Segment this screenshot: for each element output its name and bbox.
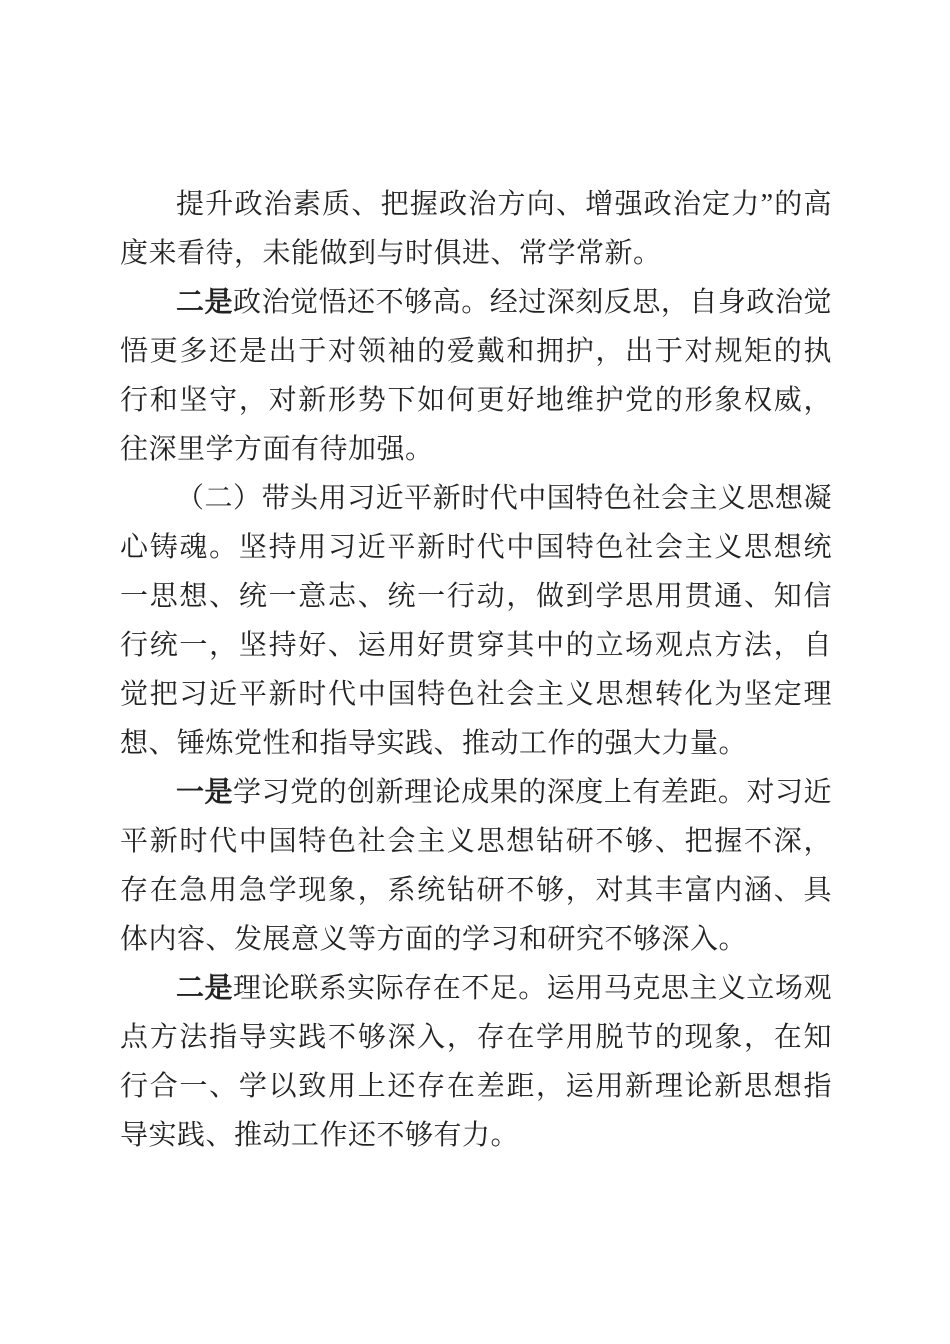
paragraph-text: 政治觉悟还不够高。经过深刻反思，自身政治觉悟更多还是出于对领袖的爱戴和拥护，出于对规矩的执行和坚守，对新形势下如何更好地维护党的形象权威，往深里学方面有待加强。 — [120, 287, 832, 465]
paragraph-lead: 二是 — [176, 973, 234, 1004]
document-body — [120, 180, 832, 1160]
paragraph-text: （二）带头用习近平新时代中国特色社会主义思想凝心铸魂。坚持用习近平新时代中国特色社会主义思想统一思想、统一意志、统一行动，做到学思用贯通、知信行统一，坚持好、运用好贯穿其中的立场观点方法，自觉把习近平新时代中国特色社会主义思想转化为坚定理想、锤炼党性和指导实践、推动工作的强大力量。 — [120, 483, 832, 759]
paragraph-text: 学习党的创新理论成果的深度上有差距。对习近平新时代中国特色社会主义思想钻研不够、把握不深，存在急用急学现象，系统钻研不够，对其丰富内涵、具体内容、发展意义等方面的学习和研究不够深入。 — [120, 777, 832, 955]
paragraph — [120, 964, 832, 1160]
paragraph — [120, 180, 832, 278]
paragraph-text: 提升政治素质、把握政治方向、增强政治定力”的高度来看待，未能做到与时俱进、常学常新。 — [120, 189, 832, 269]
paragraph-lead: 一是 — [176, 777, 234, 808]
paragraph-lead: 二是 — [176, 287, 234, 318]
paragraph-text: 理论联系实际存在不足。运用马克思主义立场观点方法指导实践不够深入，存在学用脱节的现象，在知行合一、学以致用上还存在差距，运用新理论新思想指导实践、推动工作还不够有力。 — [120, 973, 832, 1151]
paragraph — [120, 278, 832, 474]
paragraph — [120, 768, 832, 964]
paragraph — [120, 474, 832, 768]
